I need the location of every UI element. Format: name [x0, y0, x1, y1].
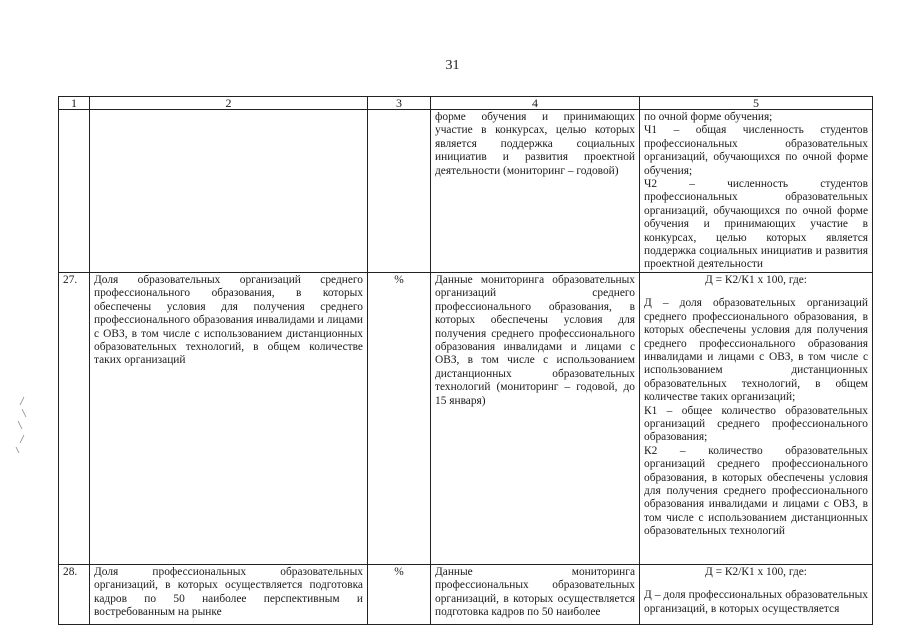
explanation-line: по очной форме обучения; [644, 111, 773, 123]
table-row-continued [59, 110, 873, 273]
row-unit-cell [368, 110, 431, 273]
explanation-line: К1 – общее количество образовательных организаций среднего профессионального образования; [644, 404, 868, 444]
col-number-3: 3 [368, 97, 431, 110]
row-num-cell [59, 110, 90, 273]
indicator-name-cell: Доля профессиональных образовательных организаций, в которых осуществляется подготовка кадров по 50 наиболее перспективным и востребованным на рынке [90, 564, 368, 624]
col-number-2: 2 [90, 97, 368, 110]
row-num-cell: 27. [59, 272, 90, 564]
indicator-name-cell: Доля образовательных организаций среднего профессионального образования, в которых обеспечены условия для получения среднего профессионального образования инвалидами и лицами с ОВЗ, в том числе с использованием дистанционных образовательных технологий, в общем количестве таких организаций [90, 272, 368, 564]
col-number-4: 4 [431, 97, 640, 110]
row-num-cell: 28. [59, 564, 90, 624]
explanation-line: Д – доля профессиональных образовательных организаций, в которых осуществляется [644, 589, 868, 615]
formula: Д = К2/К1 х 100, где: [705, 273, 807, 286]
explanation-line: Ч2 – численность студентов профессиональных образовательных организаций, обучающихся по очной форме обучения и принимающих участие в конкурсах, целью которых является поддержка социальных инициатив и развития проектной деятельности [644, 178, 868, 271]
indicator-table [58, 96, 873, 625]
source-cell: Данные мониторинга профессиональных образовательных организаций, в которых осуществляется подготовка кадров по 50 наиболее [431, 564, 640, 624]
page-number: 31 [445, 58, 460, 73]
formula: Д = К2/К1 х 100, где: [705, 565, 807, 578]
row-formula-cell [640, 110, 873, 273]
table-row-27 [59, 272, 873, 564]
source-cell: Данные мониторинга образовательных организаций среднего профессионального образования, в которых обеспечены условия для получения среднего профессионального образования инвалидами и лицами с ОВЗ, в том числе с использованием дистанционных образовательных технологий (мониторинг – годовой, до 15 января) [431, 272, 640, 564]
col-number-5: 5 [640, 97, 873, 110]
formula-cell [640, 272, 873, 564]
formula-cell [640, 564, 873, 624]
row-source-cell: форме обучения и принимающих участие в конкурсах, целью которых является поддержка социальных инициатив и развития проектной деятельности (мониторинг – годовой) [431, 110, 640, 273]
margin-scribble [10, 395, 30, 455]
spacer [644, 287, 868, 297]
unit-cell: % [368, 272, 431, 564]
unit-cell: % [368, 564, 431, 624]
table-row-28 [59, 564, 873, 624]
explanation-line: Ч1 – общая численность студентов профессиональных образовательных организаций, обучающихся по очной форме обучения; [644, 124, 868, 177]
row-name-cell [90, 110, 368, 273]
explanation-line: Д – доля образовательных организаций среднего профессионального образования, в которых обеспечены условия для получения среднего профессионального образования инвалидами и лицами с ОВЗ, в том числе с использованием дистанционных образовательных технологий, в общем количестве таких организаций; [644, 297, 868, 404]
column-number-row [59, 97, 873, 110]
explanation-line: К2 – количество образовательных организаций среднего профессионального образования, в которых обеспечены условия для получения среднего профессионального образования инвалидами и лицами с ОВЗ, в том числе с использованием дистанционных образовательных технологий [644, 444, 868, 538]
spacer [644, 579, 868, 589]
col-number-1: 1 [59, 97, 90, 110]
